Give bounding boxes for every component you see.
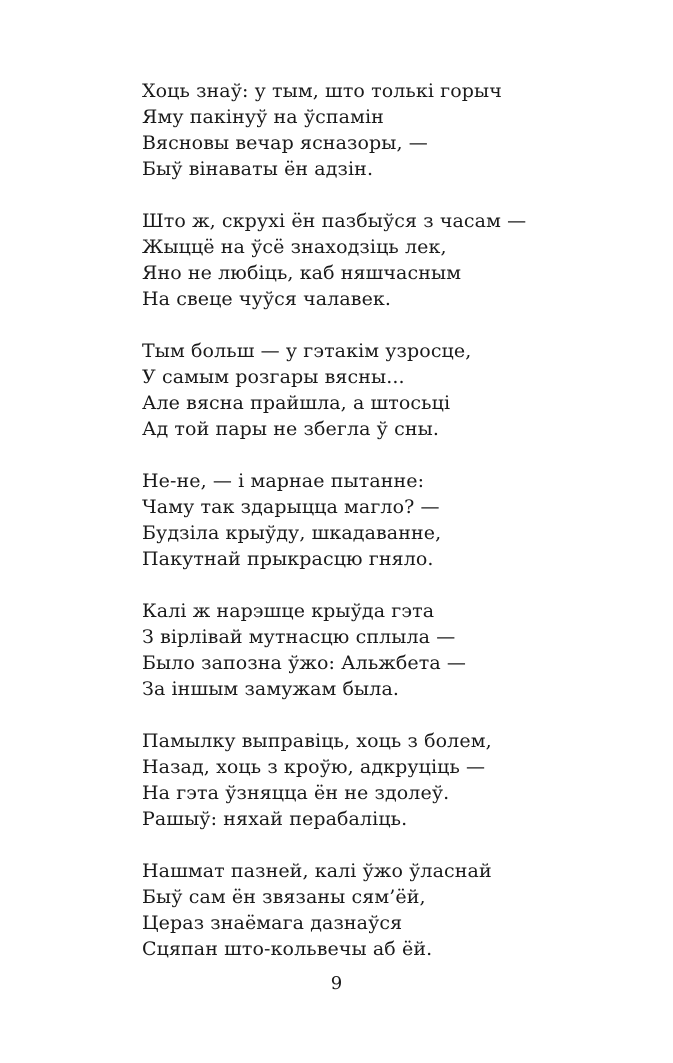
poem-line: За іншым замужам была. <box>142 678 400 700</box>
poem-line: Памылку выправіць, хоць з болем, <box>142 730 492 752</box>
poem-line: На свеце чуўся чалавек. <box>142 288 392 310</box>
poem-line: Тым больш — у гэтакім узросце, <box>142 340 472 362</box>
poem-line: Жыццё на ўсё знаходзіць лек, <box>142 236 447 258</box>
page-number: 9 <box>330 973 343 994</box>
poem-line: Яму пакінуў на ўспамін <box>142 106 384 128</box>
poem-line: Рашыў: няхай перабаліць. <box>142 808 408 830</box>
poem-line: Быў вінаваты ён адзін. <box>142 158 374 180</box>
poem-line: Пакутнай прыкрасцю гняло. <box>142 548 434 570</box>
poem-line: З вірлівай мутнасцю сплыла — <box>142 626 456 648</box>
poem-body <box>142 78 602 988</box>
poem-line: Нашмат пазней, калі ўжо ўласнай <box>142 860 492 882</box>
poem-line: Але вясна прайшла, а штосьці <box>142 392 451 414</box>
stanza-4 <box>142 468 602 572</box>
poem-line: Будзіла крыўду, шкадаванне, <box>142 522 442 544</box>
poem-line: Назад, хоць з кроўю, адкруціць — <box>142 756 486 778</box>
stanza-7 <box>142 858 602 962</box>
poem-line: Што ж, скрухі ён пазбыўся з часам — <box>142 210 527 232</box>
stanza-5 <box>142 598 602 702</box>
poem-line: Ад той пары не збегла ў сны. <box>142 418 439 440</box>
stanza-3 <box>142 338 602 442</box>
stanza-1 <box>142 78 602 182</box>
stanza-2 <box>142 208 602 312</box>
poem-line: Хоць знаў: у тым, што толькі горыч <box>142 80 502 102</box>
stanza-6 <box>142 728 602 832</box>
poem-line: Сцяпан што-кольвечы аб ёй. <box>142 938 433 960</box>
poem-line: Яно не любіць, каб няшчасным <box>142 262 462 284</box>
poem-line: Было запозна ўжо: Альжбета — <box>142 652 466 674</box>
poem-line: Цераз знаёмага дазнаўся <box>142 912 403 934</box>
poem-line: Вясновы вечар ясназоры, — <box>142 132 428 154</box>
poem-line: У самым розгары вясны... <box>142 366 405 388</box>
poem-line: Калі ж нарэшце крыўда гэта <box>142 600 435 622</box>
poem-line: Быў сам ён звязаны сям’ёй, <box>142 886 426 908</box>
poem-line: Не-не, — і марнае пытанне: <box>142 470 425 492</box>
poem-line: На гэта ўзняцца ён не здолеў. <box>142 782 450 804</box>
poem-line: Чаму так здарыцца магло? — <box>142 496 440 518</box>
